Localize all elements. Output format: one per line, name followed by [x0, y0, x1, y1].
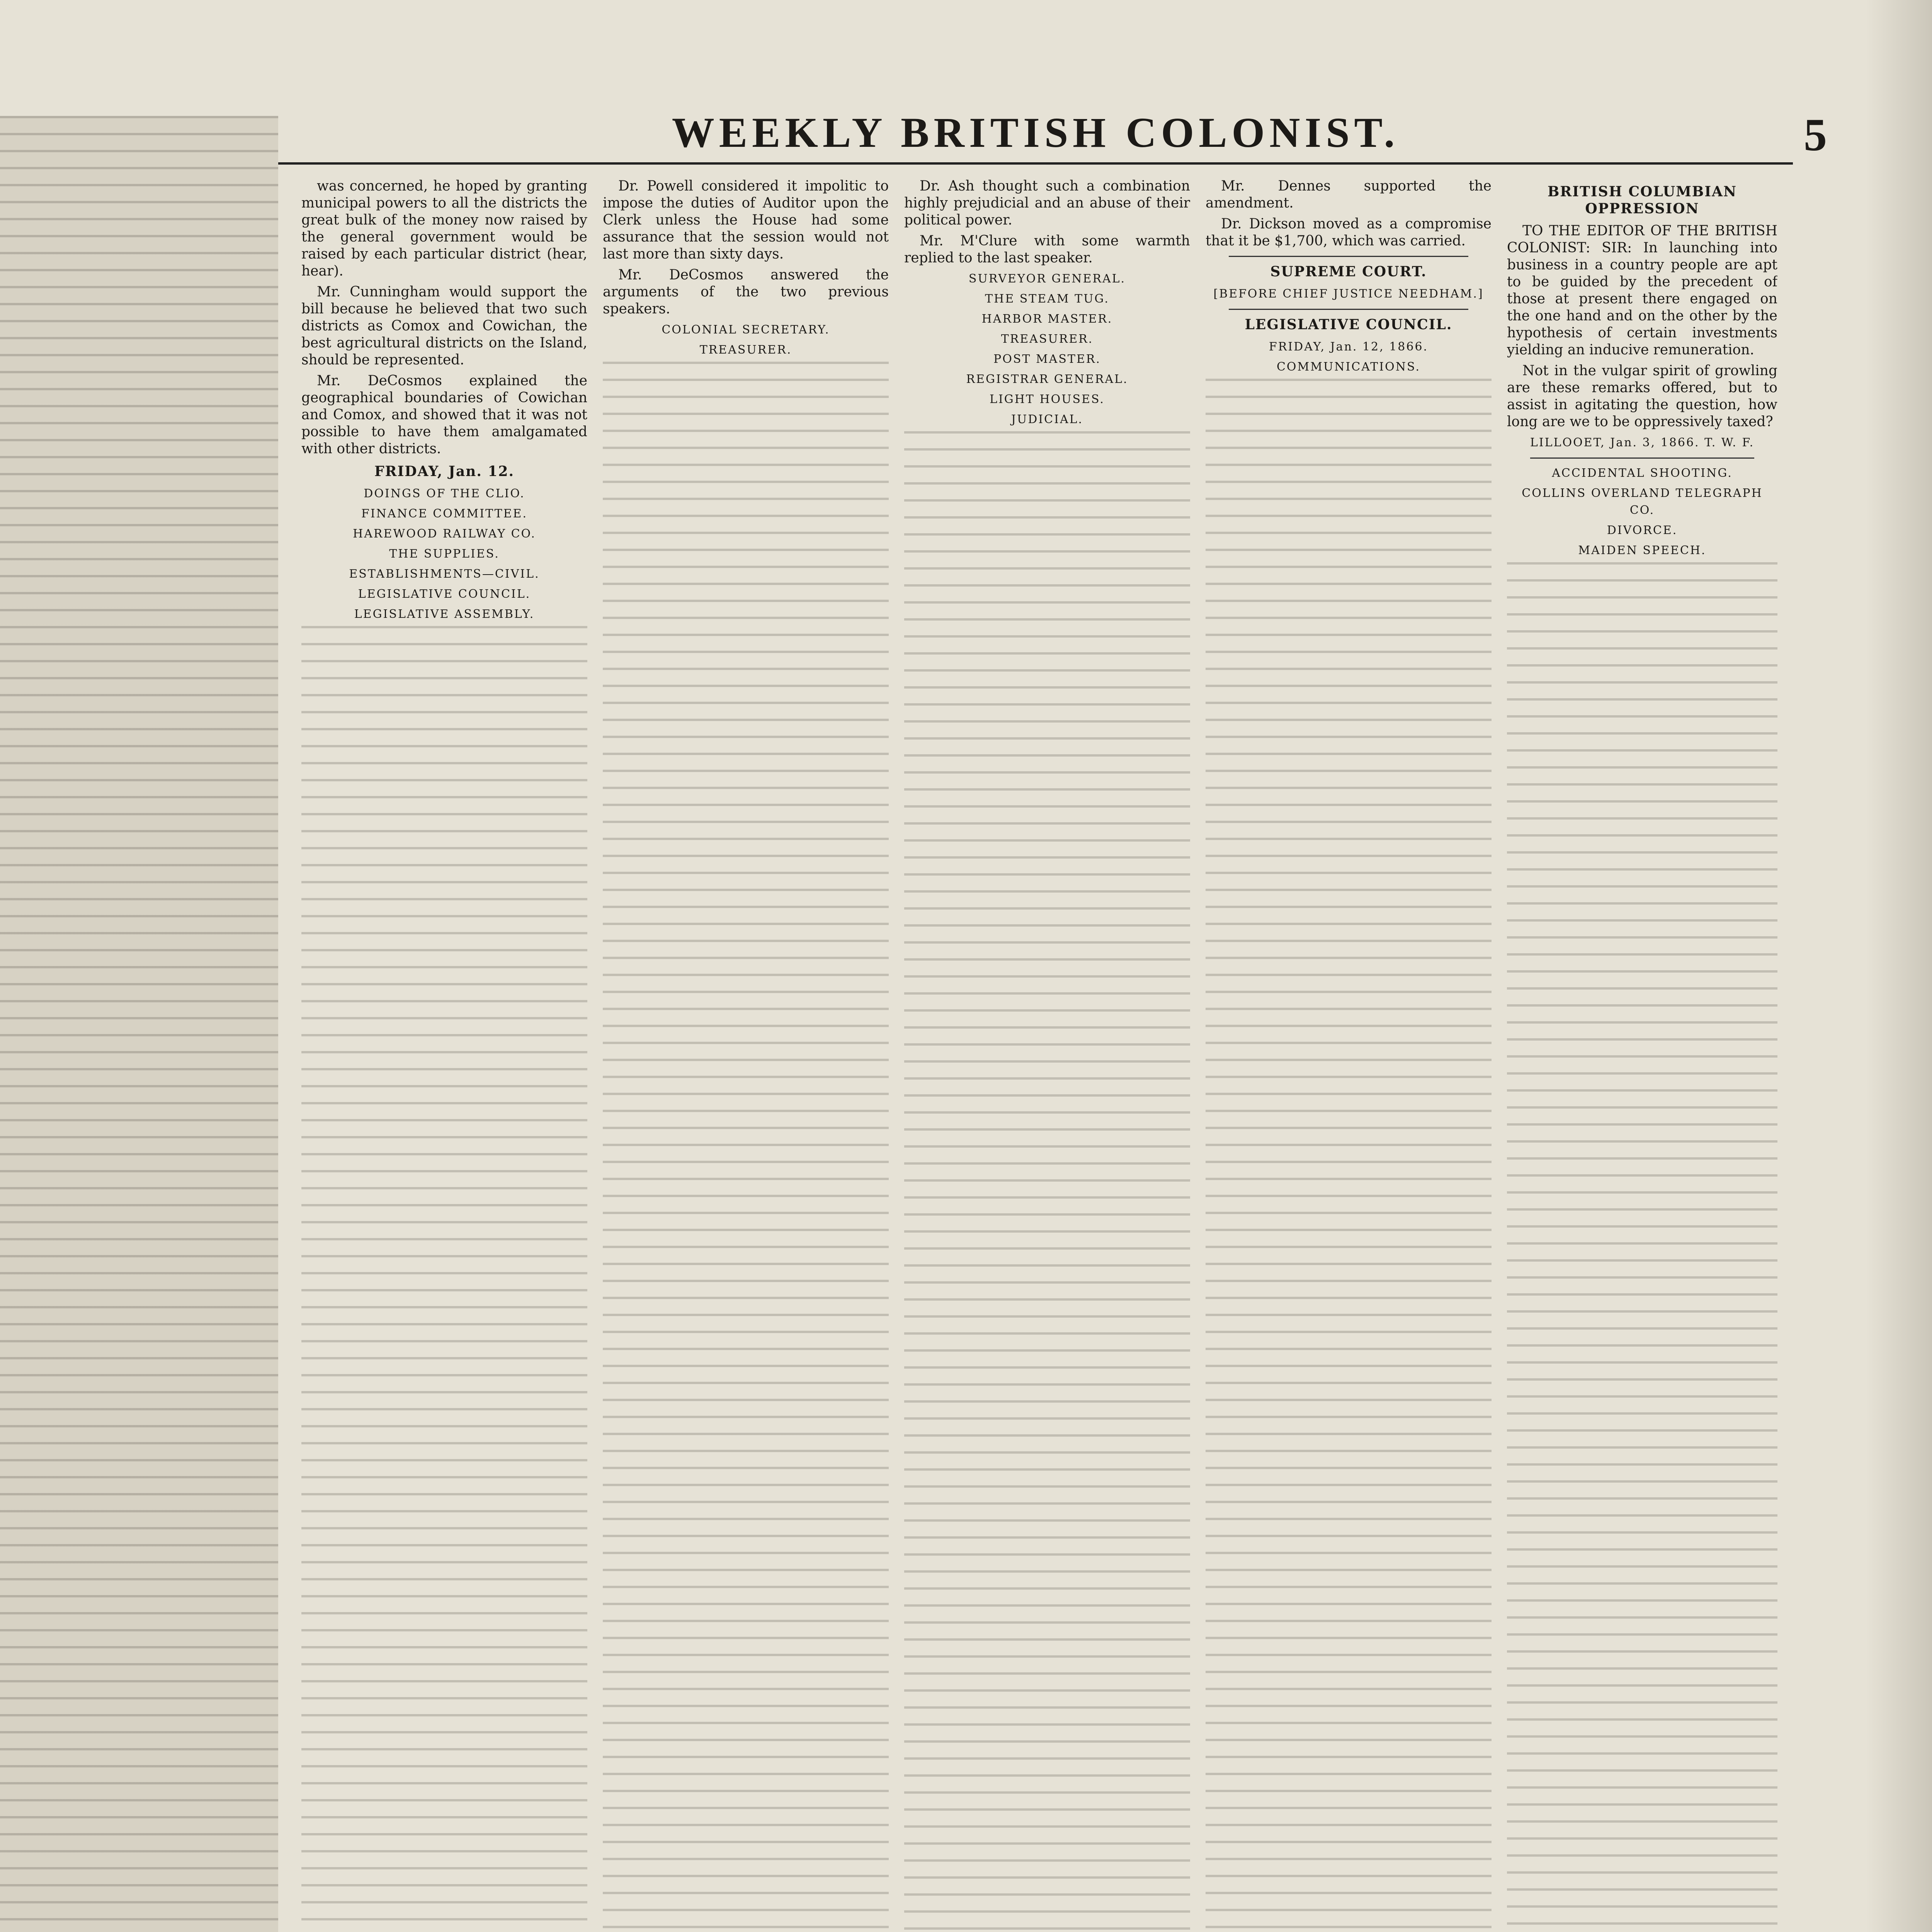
section-heading: TREASURER. — [699, 343, 792, 357]
signature-line: LILLOOET, Jan. 3, 1866. T. W. F. — [1530, 436, 1755, 449]
section-heading: FINANCE COMMITTEE. — [361, 507, 527, 520]
section-heading: LEGISLATIVE COUNCIL. — [358, 587, 531, 601]
section-heading: DOINGS OF THE CLIO. — [364, 487, 525, 500]
section-heading: LIGHT HOUSES. — [990, 393, 1105, 406]
section-heading: TREASURER. — [1001, 332, 1094, 346]
masthead-title: WEEKLY BRITISH COLONIST. — [278, 108, 1793, 165]
paragraph: was concerned, he hoped by granting municipal powers to all the districts the great bulk of the money now raised by the general government would be raised by each particular district (hear, hear). — [301, 178, 587, 279]
date-line: FRIDAY, Jan. 12. — [374, 463, 515, 480]
section-heading: COLLINS OVERLAND TELEGRAPH CO. — [1522, 486, 1763, 517]
section-heading: LEGISLATIVE COUNCIL. — [1245, 316, 1452, 333]
section-heading: COLONIAL SECRETARY. — [662, 323, 830, 337]
paragraph: Dr. Ash thought such a combination highly prejudicial and an abuse of their political power. — [904, 178, 1190, 228]
divider — [1229, 309, 1468, 310]
faded-text-lines — [0, 116, 278, 1932]
section-heading: MAIDEN SPEECH. — [1578, 544, 1706, 557]
section-heading: COMMUNICATIONS. — [1276, 360, 1421, 374]
date-line: FRIDAY, Jan. 12, 1866. — [1269, 340, 1429, 354]
body-text-lines — [301, 626, 587, 1932]
column-1 — [301, 178, 587, 1932]
section-heading: SUPREME COURT. — [1270, 264, 1427, 280]
section-heading: HARBOR MASTER. — [981, 312, 1113, 326]
previous-page-strip — [0, 116, 278, 1932]
section-heading: DIVORCE. — [1607, 524, 1678, 537]
section-heading: JUDICIAL. — [1011, 413, 1083, 426]
body-text-lines — [904, 431, 1190, 1932]
paragraph: Not in the vulgar spirit of growling are these remarks offered, but to assist in agitating the question, how long are we to be oppressively taxed? — [1507, 363, 1777, 430]
section-heading: LEGISLATIVE ASSEMBLY. — [354, 607, 535, 621]
divider — [1530, 457, 1754, 459]
column-4 — [1206, 178, 1492, 1932]
section-heading: THE SUPPLIES. — [389, 547, 500, 561]
section-heading: HAREWOOD RAILWAY CO. — [353, 527, 536, 541]
paragraph: TO THE EDITOR OF THE BRITISH COLONIST: SIR: In launching into business in a country people are apt to be guided by the precedent of those at present there engaged on the one hand and on the other by the hypothesis of certain investments yielding an inducive remuneration. — [1507, 223, 1777, 358]
section-heading: THE STEAM TUG. — [985, 292, 1109, 306]
section-heading: SURVEYOR GENERAL. — [968, 272, 1126, 286]
page-edge-shadow — [1866, 0, 1932, 1932]
paragraph: Mr. M'Clure with some warmth replied to the last speaker. — [904, 233, 1190, 266]
paragraph: Dr. Powell considered it impolitic to impose the duties of Auditor upon the Clerk unless the House had some assurance that the session would not last more than sixty days. — [603, 178, 889, 262]
column-3 — [904, 178, 1190, 1932]
paragraph: Mr. Cunningham would support the bill because he believed that two such districts as Comox and Cowichan, the best agricultural districts on the Island, should be represented. — [301, 284, 587, 368]
paragraph: Mr. Dennes supported the amendment. — [1206, 178, 1492, 211]
section-heading: REGISTRAR GENERAL. — [966, 372, 1128, 386]
paragraph: Mr. DeCosmos explained the geographical boundaries of Cowichan and Comox, and showed that it was not possible to have them amalgamated with other districts. — [301, 373, 587, 457]
body-text-lines — [603, 362, 889, 1932]
divider — [1229, 256, 1468, 257]
section-heading: ACCIDENTAL SHOOTING. — [1552, 466, 1733, 480]
body-text-lines — [1206, 379, 1492, 1932]
section-subheading: [BEFORE CHIEF JUSTICE NEEDHAM.] — [1213, 287, 1484, 301]
section-heading: POST MASTER. — [993, 352, 1101, 366]
page-number: 5 — [1804, 109, 1827, 160]
body-text-lines — [1507, 562, 1777, 1932]
column-5 — [1507, 178, 1777, 1932]
section-heading: ESTABLISHMENTS—CIVIL. — [349, 567, 540, 581]
paragraph: Mr. DeCosmos answered the arguments of the two previous speakers. — [603, 267, 889, 317]
article-title: BRITISH COLUMBIAN OPPRESSION — [1547, 184, 1737, 217]
paragraph: Dr. Dickson moved as a compromise that it be $1,700, which was carried. — [1206, 216, 1492, 249]
column-2 — [603, 178, 889, 1932]
